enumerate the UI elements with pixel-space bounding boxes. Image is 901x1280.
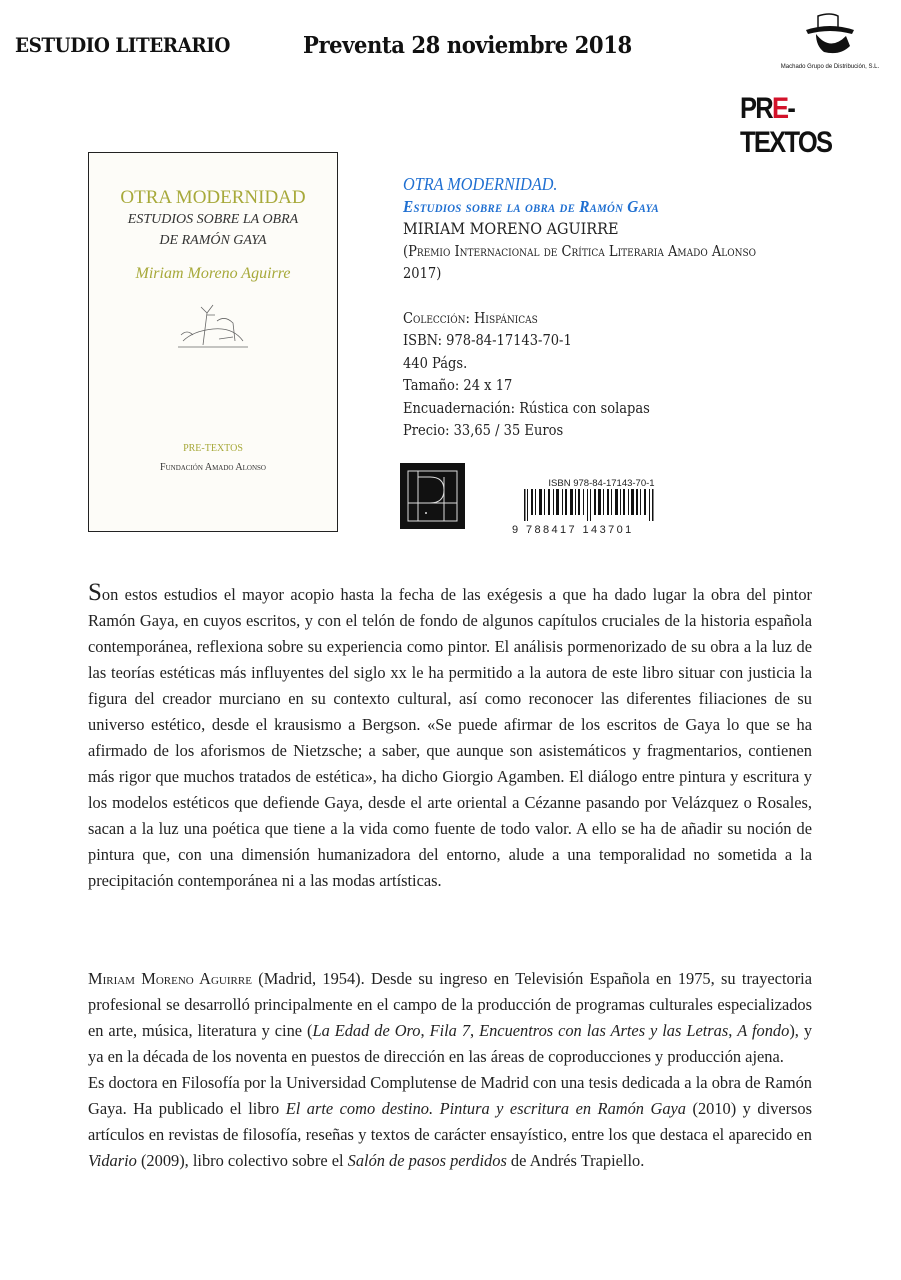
pretextos-monogram-logo xyxy=(400,463,465,529)
cover-foundation: Fundación Amado Alonso xyxy=(160,462,266,473)
cover-author: Miriam Moreno Aguirre xyxy=(135,265,291,282)
bio-text: (2010) y diversos artículos en revistas de filosofía, reseñas y textos de carácter ensayístico, entre los que destaca el aparecido en xyxy=(88,1099,813,1144)
cover-subtitle-1: ESTUDIOS SOBRE LA OBRA xyxy=(127,212,299,227)
bio-paragraph-2 xyxy=(88,1070,812,1174)
pretextos-logo xyxy=(740,92,877,160)
work-title: Vidario xyxy=(88,1151,137,1170)
logo-part: PR xyxy=(740,92,773,125)
bio-text: (2009), libro colectivo sobre el xyxy=(136,1151,348,1170)
author-bio xyxy=(88,966,812,1174)
book-collection: Colección: Hispánicas xyxy=(403,310,538,327)
book-details xyxy=(403,173,781,443)
logo-part: E xyxy=(772,92,788,125)
pt-monogram-icon xyxy=(400,463,465,529)
bio-text: , xyxy=(470,1021,480,1040)
barcode-isbn-label: ISBN 978-84-17143-70-1 xyxy=(548,478,655,489)
bio-text: , xyxy=(420,1021,430,1040)
bio-text: ), y ya en la década de los noventa en puestos de dirección en las áreas de coproducciones y producción ajena. xyxy=(88,1021,813,1066)
drop-initial: S xyxy=(88,579,102,606)
book-binding: Encuadernación: Rústica con solapas xyxy=(403,400,650,417)
distributor-name: Machado Grupo de Distribución, S.L. xyxy=(780,64,880,70)
book-price: Precio: 33,65 / 35 Euros xyxy=(403,423,564,439)
book-author: MIRIAM MORENO AGUIRRE xyxy=(403,219,619,238)
cover-subtitle-2: DE RAMÓN GAYA xyxy=(159,233,267,248)
book-size: Tamaño: 24 x 17 xyxy=(403,378,513,394)
book-isbn: ISBN: 978-84-17143-70-1 xyxy=(403,333,572,349)
cover-publisher: PRE-TEXTOS xyxy=(183,443,243,454)
book-pages: 440 Págs. xyxy=(403,355,468,372)
bio-text: (Madrid, 1954). Desde su ingreso en Televisión Española en 1975, su trayectoria profesional se desarrolló principalmente en el campo de la producción de programas culturales especializados en arte, música, literatura y cine ( xyxy=(88,969,812,1040)
book-subtitle: Estudios sobre la obra de Ramón Gaya xyxy=(403,196,659,216)
program-title: Fila 7 xyxy=(429,1021,471,1040)
bio-author-name: Miriam Moreno Aguirre xyxy=(88,969,252,988)
bio-text: Es doctora en Filosofía por la Universidad Complutense de Madrid con una tesis dedicada a la obra de Ramón Gaya. Ha publicado el libro xyxy=(88,1073,812,1118)
synopsis-text: on estos estudios el mayor acopio hasta la fecha de las exégesis a que ha dado lugar la obra del pintor Ramón Gaya, en cuyos escritos, y con el telón de fondo de algunos capítulos cruciales de la historia española contemporánea, reflexiona sobre su experiencia como pintor. El análisis pormenorizado de su obra a la luz de las teorías estéticas más influyentes del siglo xx le ha permitido a la autora de este libro situar con justicia la figura del creador murciano en su contexto cultural, así como reconocer las diferentes filiaciones de su universo estético, desde el krausismo a Bergson. «Se puede afirmar de los escritos de Gaya lo que se ha afirmado de los aforismos de Nietzsche; a saber, que aunque son asistemáticos y fragmentarios, contienen más rigor que muchos tratados de estética», ha dicho Giorgio Agamben. El diálogo entre pintura y escritura y los modelos estéticos que defiende Gaya, desde el arte oriental a Cézanne pasando por Velázquez o Rosales, sacan a la luz una poética que tiene a la vida como fuente de todo valor. A ello se ha de añadir su noción de pintura que, con una dimensión humanizadora del entorno, alude a una temporalidad no sometida a la precipitación contemporánea ni a las modas artísticas. xyxy=(88,585,812,890)
presale-heading: Preventa 28 noviembre 2018 xyxy=(303,32,632,59)
book-award: (Premio Internacional de Crítica Literaria Amado Alonso 2017) xyxy=(403,243,757,282)
landscape-sketch-icon xyxy=(173,301,253,351)
synopsis-paragraph xyxy=(88,580,812,894)
barcode-digits: 9 788417 143701 xyxy=(512,524,634,536)
program-title: A fondo xyxy=(737,1021,790,1040)
category-heading: ESTUDIO LITERARIO xyxy=(15,33,230,57)
distributor-logo xyxy=(780,12,880,70)
bio-text: de Andrés Trapiello. xyxy=(506,1151,645,1170)
book-title: OTRA MODERNIDAD. xyxy=(403,174,558,194)
man-with-hat-icon xyxy=(804,12,856,58)
cover-title: OTRA MODERNIDAD xyxy=(120,187,306,208)
bio-text: , xyxy=(728,1021,738,1040)
barcode-bars-icon xyxy=(512,489,672,521)
isbn-barcode xyxy=(512,478,677,536)
book-cover xyxy=(88,152,338,532)
logo-part: -TEXTOS xyxy=(740,92,832,159)
work-title: El arte como destino. Pintura y escritura en Ramón Gaya xyxy=(285,1099,686,1118)
bio-paragraph-1 xyxy=(88,966,812,1070)
work-title: Salón de pasos perdidos xyxy=(347,1151,507,1170)
program-title: Encuentros con las Artes y las Letras xyxy=(479,1021,729,1040)
program-title: La Edad de Oro xyxy=(312,1021,421,1040)
